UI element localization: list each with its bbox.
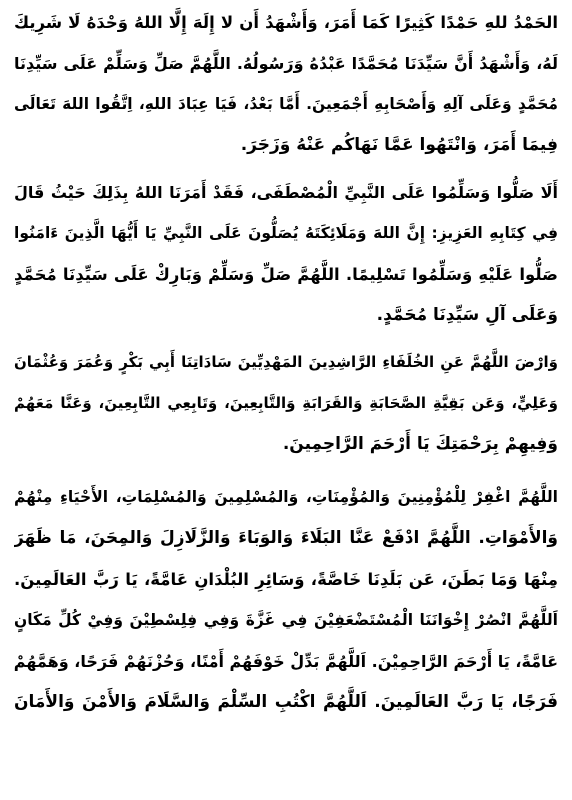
text-line: مِنْهَا وَمَا بَطَنَ، عَن بَلَدِنَا خَاصَّةً، وَسَائِرِ البُلْدَانِ عَامَّةً، يَا رَبَّ العَالَمِينَ. (14, 570, 558, 589)
text-line: لَهُ، وَأَشْهَدُ أَنَّ سَيِّدَنَا مُحَمَّدًا عَبْدُهُ وَرَسُولُهُ. اللَّهُمَّ صَلِّ وَسَلِّمْ عَلَى سَيِّدِنَا (14, 54, 558, 73)
text-line: اللَّهُمَّ اغْفِرْ لِلْمُؤْمِنِينَ وَالمُؤْمِنَاتِ، وَالمُسْلِمِينَ وَالمُسْلِمَاتِ، الأَحْيَاءِ مِنْهُمْ (14, 488, 558, 506)
text-line: أَلَا صَلُّوا وَسَلِّمُوا عَلَى النَّبِيِّ الْمُصْطَفَى، فَقَدْ أَمَرَنَا اللهُ بِذَلِكَ حَيْثُ قَالَ (14, 183, 558, 202)
text-line: وَالأَمْوَاتِ. اللَّهُمَّ ادْفَعْ عَنَّا البَلَاءَ وَالوَبَاءَ وَالزَّلَازِلَ وَالمِحَنَ، مَا ظَهَرَ (14, 528, 558, 548)
text-line: فِيمَا أَمَرَ، وَانْتَهُوا عَمَّا نَهَاكُم عَنْهُ وَزَجَرَ. (240, 135, 558, 155)
text-line: وَارْضَ اللَّهُمَّ عَنِ الخُلَفَاءِ الرَّاشِدِينَ المَهْدِيِّينَ سَادَاتِنَا أَبِي بَكْرٍ وَعُمَرَ وَعُثْمَانَ (14, 353, 558, 371)
text-line: عَامَّةً، يَا أَرْحَمَ الرَّاحِمِيْنَ. اَللَّهُمَّ بَدِّلْ خَوْفَهُمْ أَمْنًا، وَحُزْنَهُمْ فَرَحًا، وَهَمَّهُمْ (14, 652, 558, 671)
paragraph-caliphs (14, 342, 558, 465)
paragraph-opening-praise (14, 2, 558, 166)
text-line: اَللَّهُمَّ انْصُرْ إِخْوَانَنَا الْمُسْتَضْعَفِيْنَ فِي غَزَّةَ وَفِي فِلِسْطِيْنَ وَفِيْ كُلِّ مَكَانٍ (14, 611, 558, 629)
paragraph-supplication (14, 477, 558, 723)
text-line: فَرَجًا، يَا رَبَّ العَالَمِينَ. اَللَّهُمَّ اكْتُبِ السِّلْمَ وَالسَّلَامَ وَالأَمْنَ وَالأَمَانَ (14, 692, 558, 712)
text-line: الحَمْدُ للهِ حَمْدًا كَثِيرًا كَمَا أَمَرَ، وَأَشْهَدُ أَن لا إِلَهَ إِلَّا اللهُ وَحْدَهُ لَا شَرِيكَ (14, 13, 558, 32)
text-line: صَلُّوا عَلَيْهِ وَسَلِّمُوا تَسْلِيمًا. اللَّهُمَّ صَلِّ وَسَلِّمْ وَبَارِكْ عَلَى سَيِّدِنَا مُحَمَّدٍ (14, 265, 558, 284)
text-line: وَفِيهِمْ بِرَحْمَتِكَ يَا أَرْحَمَ الرَّاحِمِينَ. (282, 434, 558, 454)
text-line: وَعَلَى آلِ سَيِّدِنَا مُحَمَّدٍ. (376, 305, 558, 325)
text-line: فِي كِتَابِهِ العَزِيزِ: إِنَّ اللهَ وَمَلَائِكَتَهُ يُصَلُّونَ عَلَى النَّبِيِّ يَا أَيُّهَا الَّذِينَ ءَامَنُوا (14, 224, 558, 242)
text-line: وَعَلِيٍّ، وَعَن بَقِيَّةِ الصَّحَابَةِ وَالقَرَابَةِ وَالتَّابِعِينَ، وَتَابِعِي التَّابِعِينَ، وَعَنَّا مَعَهُمْ (14, 394, 558, 412)
text-line: مُحَمَّدٍ وَعَلَى آلِهِ وَأَصْحَابِهِ أَجْمَعِينَ. أَمَّا بَعْدُ، فَيَا عِبَادَ اللهِ، اِتَّقُوا اللهَ تَعَالَى (14, 95, 558, 113)
paragraph-salawat (14, 172, 558, 336)
